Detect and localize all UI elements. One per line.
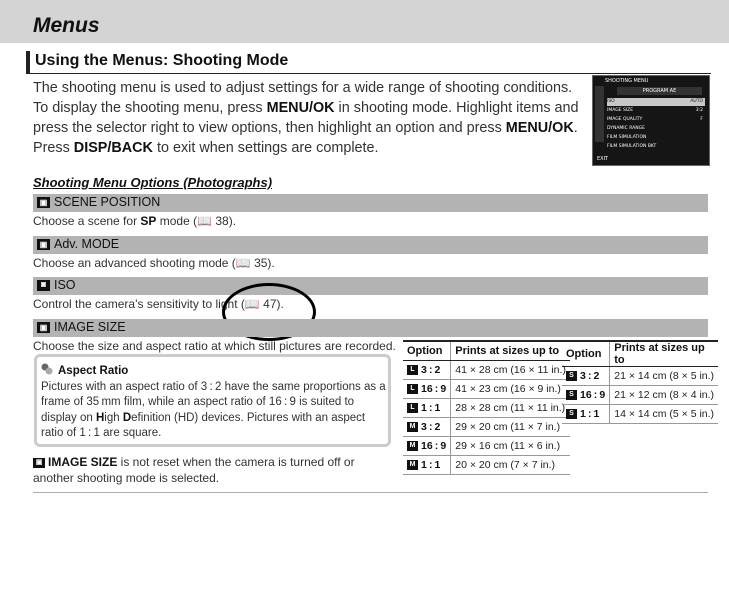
- size-badge: L: [407, 365, 418, 375]
- note-icon: [41, 363, 53, 375]
- prints-cell: 41 × 28 cm (16 × 11 in.): [451, 361, 570, 380]
- camera-icon: ▣: [37, 239, 50, 250]
- option-cell: [403, 380, 451, 399]
- menu-item-description: Choose the size and aspect ratio at which still pictures are recorded.: [33, 339, 396, 353]
- camera-menu-row-label: ISO: [607, 99, 615, 104]
- prints-cell: 21 × 12 cm (8 × 4 in.): [610, 386, 718, 405]
- prints-cell: 29 × 16 cm (11 × 6 in.): [451, 437, 570, 456]
- note-bold-h: H: [95, 411, 105, 424]
- aspect-ratio-note: [34, 354, 391, 447]
- note-text-3: efinition (HD) devices. Pictures with an aspect ratio of 1 : 1 are square.: [41, 411, 366, 440]
- page-title: Menus: [33, 14, 100, 37]
- menu-item-bar-adv-mode: [33, 236, 708, 254]
- table-row: [562, 405, 718, 424]
- note-text-1: Pictures with an aspect ratio of 3 : 2 have the same proportions as a frame of 35 mm film, while an aspect ratio of 16 : 9 is suited to display on: [41, 381, 386, 424]
- option-cell: [403, 437, 451, 456]
- camera-menu-row: [607, 134, 705, 142]
- camera-menu-row: [607, 125, 705, 133]
- camera-menu-row: [607, 143, 705, 151]
- menu-ok-key: MENU/OK: [266, 100, 335, 116]
- ratio: 3 : 2: [580, 370, 600, 382]
- prints-cell: 21 × 14 cm (8 × 5 in.): [610, 367, 718, 386]
- table-header: Prints at sizes up to: [451, 341, 570, 361]
- prints-cell: 28 × 28 cm (11 × 11 in.): [451, 399, 570, 418]
- iso-icon: ▣: [37, 280, 50, 291]
- option-cell: [562, 386, 610, 405]
- table-row: [403, 361, 570, 380]
- table-row: [403, 418, 570, 437]
- intro-paragraph: [33, 78, 585, 158]
- prints-cell: 14 × 14 cm (5 × 5 in.): [610, 405, 718, 424]
- camera-menu-mode: PROGRAM AE: [617, 87, 702, 95]
- ratio: 16 : 9: [421, 383, 447, 395]
- intro-text-1: The shooting menu is used to adjust settings for a wide range of shooting conditions. To display the shooting menu, press: [33, 80, 573, 116]
- size-badge: M: [407, 441, 418, 451]
- menu-ok-key-2: MENU/OK: [505, 120, 574, 136]
- camera-icon: ▣: [37, 197, 50, 208]
- image-size-footnote: [33, 454, 395, 487]
- table-row: [562, 386, 718, 405]
- menu-item-label: Adv. MODE: [54, 237, 120, 251]
- size-badge: L: [407, 384, 418, 394]
- menu-item-bar-image-size: [33, 319, 708, 337]
- ratio: 1 : 1: [421, 459, 441, 471]
- ratio: 16 : 9: [580, 389, 606, 401]
- option-cell: [562, 405, 610, 424]
- page-header-bar: [0, 0, 729, 43]
- menu-item-label: ISO: [54, 278, 76, 292]
- camera-menu-row: [607, 107, 705, 115]
- camera-menu-exit: EXIT: [597, 156, 609, 162]
- desc-text: Choose a scene for: [33, 214, 141, 228]
- menu-item-label: SCENE POSITION: [54, 195, 161, 209]
- print-size-table-left: [403, 340, 570, 475]
- camera-menu-row: [607, 116, 705, 124]
- intro-text-4: to exit when settings are complete.: [152, 140, 379, 156]
- camera-menu-sidebar: [595, 86, 604, 142]
- section-title-text: Using the Menus: Shooting Mode: [35, 52, 289, 69]
- note-text-2: igh: [104, 411, 123, 424]
- menu-item-description: [33, 214, 236, 228]
- camera-menu-row-value: 3:2: [695, 108, 703, 113]
- prints-cell: 29 × 20 cm (11 × 7 in.): [451, 418, 570, 437]
- prints-cell: 41 × 23 cm (16 × 9 in.): [451, 380, 570, 399]
- camera-menu-screenshot: [592, 75, 710, 166]
- menu-item-description: Control the camera’s sensitivity to light (📖 47).: [33, 297, 284, 311]
- camera-menu-row-value: F: [700, 117, 703, 122]
- camera-menu-row-label: IMAGE QUALITY: [607, 117, 643, 122]
- ratio: 1 : 1: [580, 408, 600, 420]
- ratio: 1 : 1: [421, 402, 441, 414]
- note-bold-d: D: [122, 411, 132, 424]
- camera-menu-header: SHOOTING MENU: [605, 78, 649, 84]
- camera-menu-row-label: IMAGE SIZE: [607, 108, 634, 113]
- ratio: 16 : 9: [421, 440, 447, 452]
- camera-menu-row-value: AUTO: [690, 99, 703, 104]
- camera-menu-row-label: FILM SIMULATION: [607, 135, 647, 140]
- size-badge: S: [566, 371, 577, 381]
- table-row: [403, 437, 570, 456]
- menu-item-bar-scene-position: [33, 194, 708, 212]
- bottom-divider: [33, 492, 708, 493]
- camera-menu-row: [607, 98, 705, 106]
- menu-item-label: IMAGE SIZE: [54, 320, 126, 334]
- option-cell: [403, 361, 451, 380]
- menu-item-bar-iso: [33, 277, 708, 295]
- camera-menu-row-label: FILM SIMULATION BKT: [607, 144, 657, 149]
- options-subtitle: Shooting Menu Options (Photographs): [33, 175, 273, 190]
- footnote-bold: IMAGE SIZE: [48, 455, 118, 469]
- menu-item-description: Choose an advanced shooting mode (📖 35).: [33, 256, 275, 270]
- image-size-icon: ▣: [37, 322, 50, 333]
- ratio: 3 : 2: [421, 421, 441, 433]
- sp-mode-text: SP: [140, 214, 157, 228]
- table-row: [403, 399, 570, 418]
- table-row: [562, 367, 718, 386]
- section-title: [26, 51, 711, 74]
- size-badge: M: [407, 422, 418, 432]
- table-header: Prints at sizes up to: [610, 341, 718, 367]
- image-size-icon: ▣: [33, 458, 45, 468]
- table-header: Option: [403, 341, 451, 361]
- note-title: Aspect Ratio: [58, 365, 129, 377]
- size-badge: S: [566, 409, 577, 419]
- note-text: [41, 380, 387, 442]
- table-row: [403, 456, 570, 475]
- size-badge: S: [566, 390, 577, 400]
- option-cell: [403, 399, 451, 418]
- size-badge: L: [407, 403, 418, 413]
- footnote-text: is not reset when the camera is turned off or another shooting mode is selected.: [33, 455, 355, 486]
- table-header: Option: [562, 341, 610, 367]
- desc-text: mode (📖 38).: [156, 214, 237, 228]
- option-cell: [403, 456, 451, 475]
- print-size-table-right: [562, 340, 718, 424]
- option-cell: [403, 418, 451, 437]
- intro-text-3: . Press: [33, 120, 578, 156]
- table-row: [403, 380, 570, 399]
- ratio: 3 : 2: [421, 364, 441, 376]
- option-cell: [562, 367, 610, 386]
- size-badge: M: [407, 460, 418, 470]
- prints-cell: 20 × 20 cm (7 × 7 in.): [451, 456, 570, 475]
- intro-text-2: in shooting mode. Highlight items and press the selector right to view options, then highlight an option and press: [33, 100, 579, 136]
- disp-back-key: DISP/BACK: [73, 140, 153, 156]
- camera-menu-row-label: DYNAMIC RANGE: [607, 126, 645, 131]
